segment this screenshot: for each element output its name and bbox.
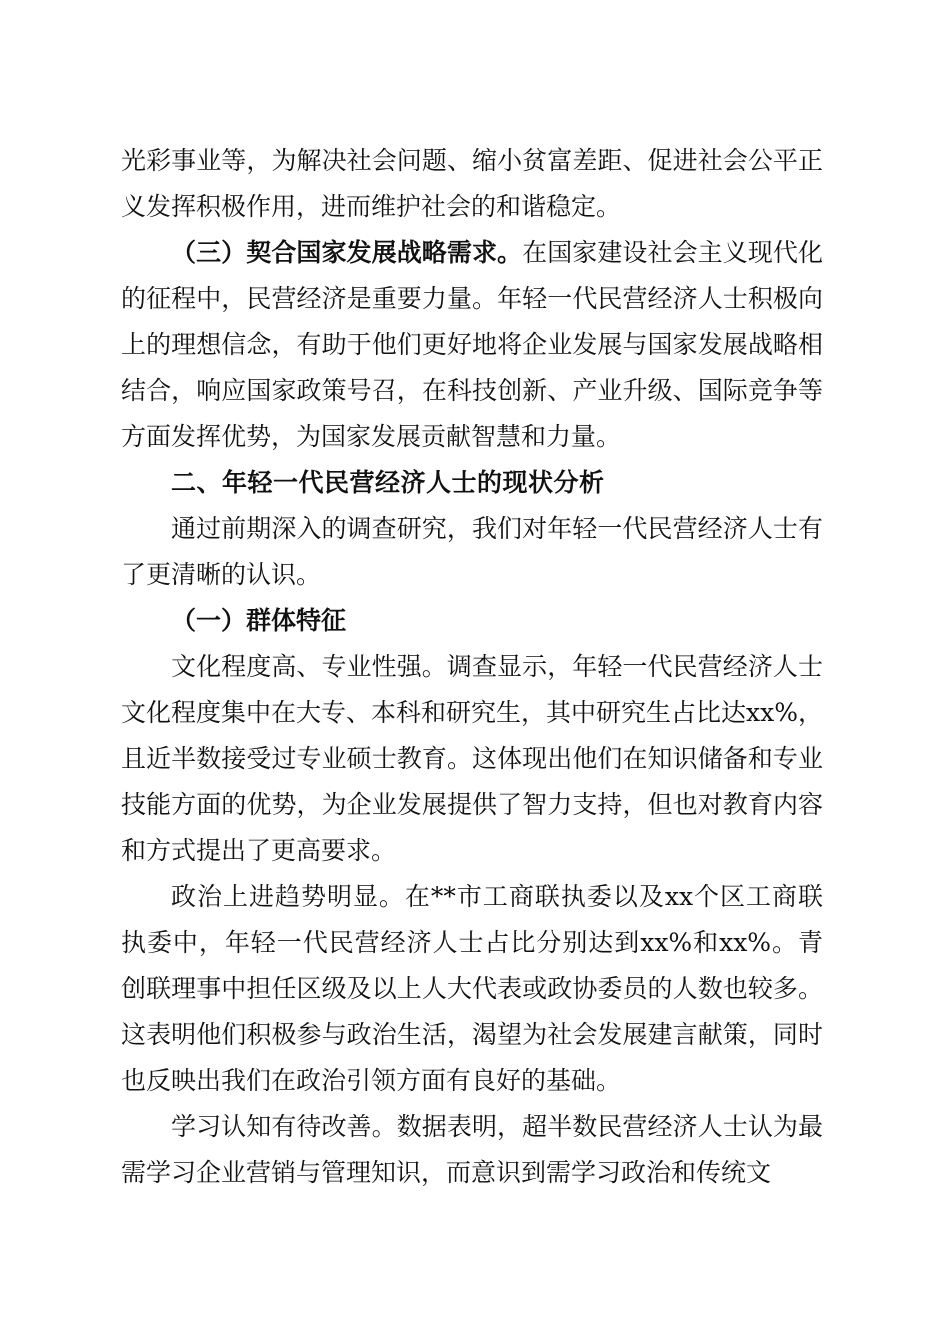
paragraph-lead-heading: （三）契合国家发展战略需求。 — [171, 238, 523, 267]
paragraph-education: 文化程度高、专业性强。调查显示，年轻一代民营经济人士文化程度集中在大专、本科和研究生，其中研究生占比达xx%，且近半数接受过专业硕士教育。这体现出他们在知识储备和专业技能方面的优势，为企业发展提供了智力支持，但也对教育内容和方式提出了更高要求。 — [121, 652, 823, 865]
subsection-heading: （一）群体特征 — [171, 606, 347, 635]
paragraph-learning: 学习认知有待改善。数据表明，超半数民营经济人士认为最需学习企业营销与管理知识，而意识到需学习政治和传统文 — [121, 1112, 823, 1187]
document-page — [121, 138, 823, 1196]
paragraph-national-strategy — [121, 230, 823, 460]
section-heading: 二、年轻一代民营经济人士的现状分析 — [171, 468, 605, 497]
paragraph-intro: 通过前期深入的调查研究，我们对年轻一代民营经济人士有了更清晰的认识。 — [121, 514, 823, 589]
paragraph-body: 在国家建设社会主义现代化的征程中，民营经济是重要力量。年轻一代民营经济人士积极向上的理想信念，有助于他们更好地将企业发展与国家发展战略相结合，响应国家政策号召，在科技创新、产业升级、国际竞争等方面发挥优势，为国家发展贡献智慧和力量。 — [121, 238, 823, 451]
paragraph-politics: 政治上进趋势明显。在**市工商联执委以及xx个区工商联执委中，年轻一代民营经济人士占比分别达到xx%和xx%。青创联理事中担任区级及以上人大代表或政协委员的人数也较多。这表明他们积极参与政治生活，渴望为社会发展建言献策，同时也反映出我们在政治引领方面有良好的基础。 — [121, 882, 823, 1095]
paragraph-continuation: 光彩事业等，为解决社会问题、缩小贫富差距、促进社会公平正义发挥积极作用，进而维护社会的和谐稳定。 — [121, 146, 823, 221]
